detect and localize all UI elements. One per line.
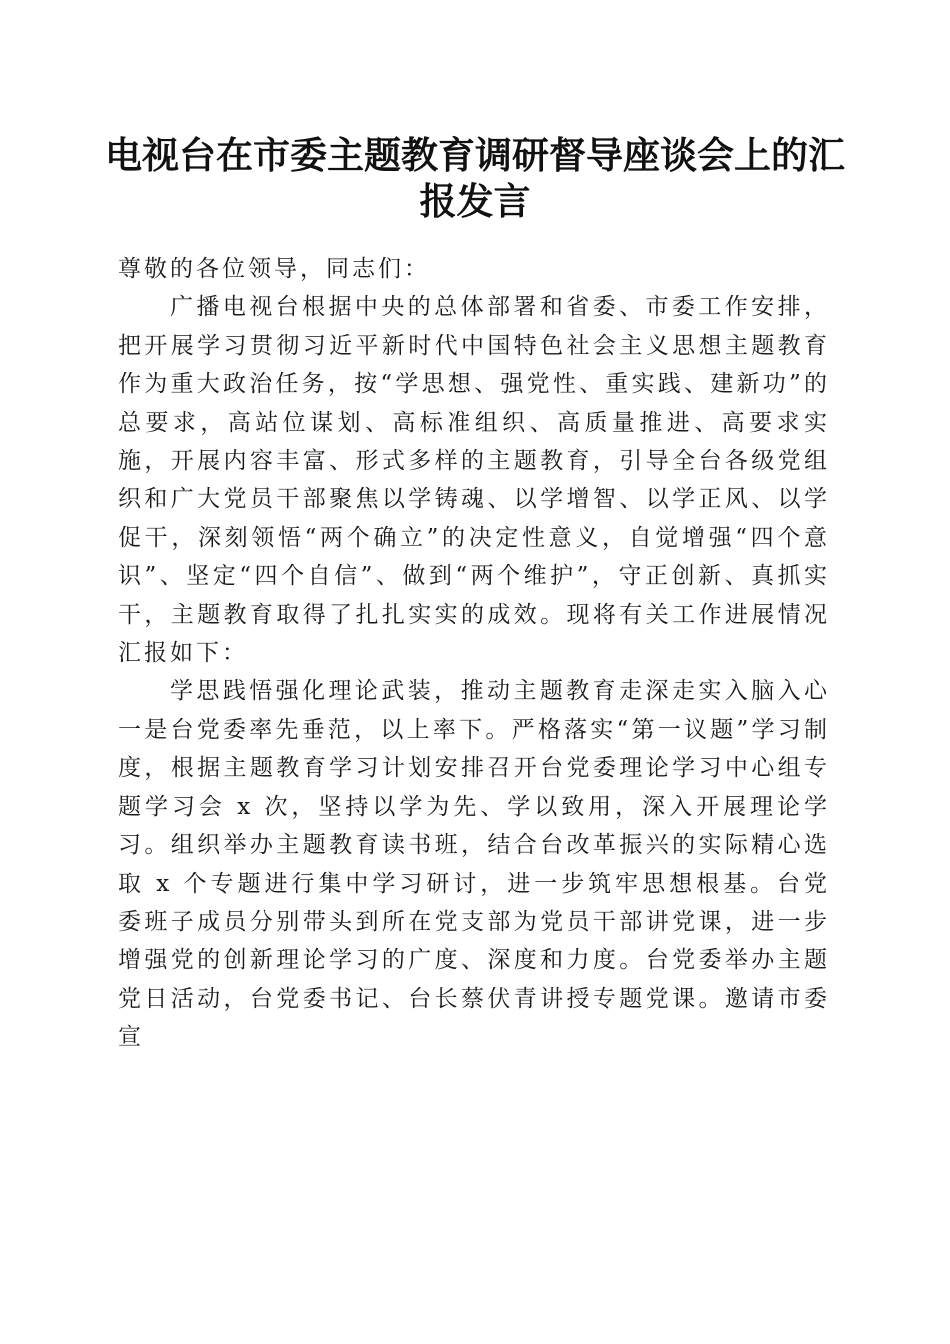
paragraph-intro: 广播电视台根据中央的总体部署和省委、市委工作安排，把开展学习贯彻习近平新时代中国特色社会主义思想主题教育作为重大政治任务，按“学思想、强党性、重实践、建新功”的总要求，高站位谋划、高标准组织、高质量推进、高要求实施，开展内容丰富、形式多样的主题教育，引导全台各级党组织和广大党员干部聚焦以学铸魂、以学增智、以学正风、以学促干，深刻领悟“两个确立”的决定性意义，自觉增强“四个意识”、坚定“四个自信”、做到“两个维护”，守正创新、真抓实干，主题教育取得了扎扎实实的成效。现将有关工作进展情况汇报如下：: [118, 294, 830, 667]
paragraph-section-one: 一是台党委率先垂范，以上率下。严格落实“第一议题”学习制度，根据主题教育学习计划安排召开台党委理论学习中心组专题学习会 x 次，坚持以学为先、学以致用，深入开展理论学习。组织举办主题教育读书班，结合台改革振兴的实际精心选取 x 个专题进行集中学习研讨，进一步筑牢思想根基。台党委班子成员分别带头到所在党支部为党员干部讲党课，进一步增强党的创新理论学习的广度、深度和力度。台党委举办主题党日活动，台党委书记、台长蔡伏青讲授专题党课。邀请市委宣: [118, 716, 830, 1051]
document-title: 电视台在市委主题教育调研督导座谈会上的汇报发言: [105, 133, 845, 223]
document-body: [118, 250, 830, 1057]
salutation: 尊敬的各位领导，同志们：: [118, 256, 430, 282]
section-heading: 学思践悟强化理论武装，推动主题教育走深走实入脑入心: [170, 678, 830, 705]
